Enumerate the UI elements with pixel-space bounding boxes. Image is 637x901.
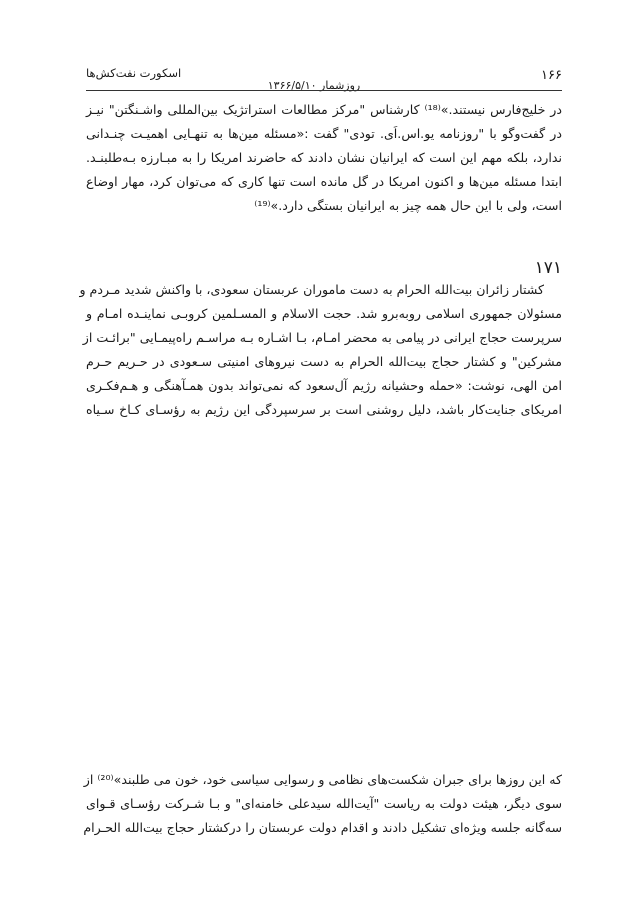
text-line: امریکای جنایت‌کار باشد، دلیل روشنی است بر سرسپردگی این رژیم به رؤسـای کـاخ سـیاه [86,402,562,417]
paragraph-top [86,98,562,218]
text-line: امن الهی، نوشت: «حمله وحشیانه رژیم آل‌سعود که نمی‌تواند بدون همـآهنگی و هـم‌فکـری [86,378,562,393]
text-line: در خلیج‌فارس نیستند.»⁽¹⁸⁾ کارشناس "مرکز مطالعات استراتژیک بین‌المللی واشـنگتن" نیـز [86,102,562,117]
header-rule [86,90,562,91]
text-line: که این روزها برای جبران شکست‌های نظامی و رسوایی سیاسی خود، خون می طلبند»⁽²⁰⁾ از [83,772,562,787]
text-line: سه‌گانه جلسه ویژه‌ای تشکیل دادند و اقدام دولت عربستان را درکشتار حجاج بیت‌الله الحـرام [83,820,562,835]
text-line: مشرکین" و کشتار حجاج بیت‌الله الحرام به دست نیروهای امنیتی سـعودی در حـریم حـرم [86,354,562,369]
text-line: است، ولی با این حال همه چیز به ایرانیان بستگی دارد.»⁽¹⁹⁾ [254,198,562,213]
running-header [86,62,562,92]
section-number: ۱۷۱ [534,258,562,278]
text-line: کشتار زائران بیت‌الله الحرام به دست ماموران عربستان سعودی، با واکنش شدید مـردم و [79,282,544,297]
text-line: ابتدا مسئله مین‌ها و اکنون امریکا در گل مانده است تنها کاری که می‌توان کرد، مهار اوضاع [86,174,562,189]
running-date: روزشمار ۱۳۶۶/۵/۱۰ [267,79,361,92]
page-number: ۱۶۶ [541,68,562,83]
text-line: سرپرست حجاج ایرانی در پیامی به محضر امـام، بـا اشـاره بـه مراسـم راه‌پیمـایی "برائـت از [82,330,562,345]
text-line: ندارد، بلکه مهم این است که ایرانیان نشان دادند که حاضرند امریکا را به مبـارزه بـه‌طلبنـد. [86,150,562,165]
paragraph-bottom [83,768,562,840]
text-line: مسئولان جمهوری اسلامی روبه‌برو شد. حجت الاسلام و المسـلمین کروبـی نماینـده امـام و [86,306,562,321]
running-title: اسکورت نفت‌کش‌ها [86,66,182,80]
text-line: در گفت‌وگو با "روزنامه یو.اس.اَی. تودی" گفت :«مسئله مین‌ها به تنهـایی اهمیـت چنـدانی [86,126,562,141]
text-line: سوی دیگر، هیئت دولت به ریاست "آیت‌الله سیدعلی خامنه‌ای" و بـا شـرکت رؤسـای قـوای [86,796,562,811]
paragraph-middle [79,278,562,422]
